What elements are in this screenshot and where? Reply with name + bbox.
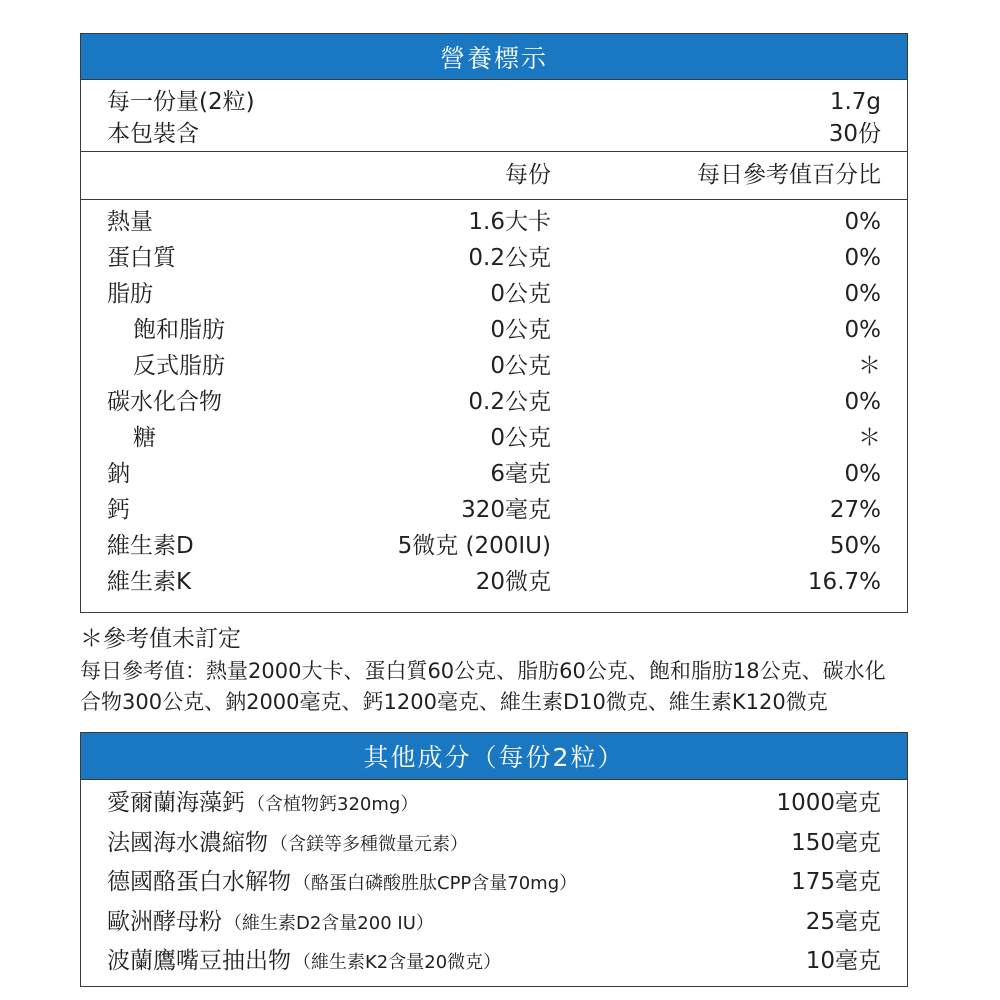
ingredient-name: 法國海水濃縮物	[107, 829, 268, 856]
nutrient-name: 糖	[133, 425, 156, 451]
nutrient-row	[81, 384, 907, 420]
nutrient-per-serving: 0公克	[490, 317, 551, 343]
footnote-asterisk: ＊參考值未訂定	[80, 626, 241, 652]
nutrient-row	[81, 564, 907, 600]
nutrient-per-serving: 20微克	[475, 569, 551, 595]
ingredient-amount: 175毫克	[791, 869, 881, 895]
column-header-row	[81, 151, 907, 199]
nutrient-percent: ＊	[858, 353, 881, 379]
nutrient-percent: 50%	[829, 533, 881, 559]
ingredient-row	[81, 784, 907, 824]
nutrient-percent: 0%	[844, 281, 881, 307]
nutrient-row	[81, 240, 907, 276]
nutrient-row	[81, 528, 907, 564]
nutrient-per-serving: 6毫克	[490, 461, 551, 487]
nutrient-percent: 0%	[844, 461, 881, 487]
ingredients-title: 其他成分（每份2粒）	[81, 733, 907, 779]
nutrient-name: 反式脂肪	[133, 353, 225, 379]
col-per-serving: 每份	[505, 162, 551, 188]
col-daily-percent: 每日參考值百分比	[697, 162, 881, 188]
ingredient-row	[81, 903, 907, 943]
serving-size-value: 1.7g	[829, 89, 881, 115]
ingredient-detail: （維生素K2含量20微克）	[293, 952, 502, 973]
footnote-daily-values-2: 合物300公克、鈉2000毫克、鈣1200毫克、維生素D10微克、維生素K120微克	[80, 690, 828, 714]
ingredients-table	[80, 732, 908, 987]
nutrient-name: 維生素K	[107, 569, 192, 595]
nutrition-title: 營養標示	[81, 34, 907, 79]
nutrient-name: 熱量	[107, 209, 153, 235]
nutrient-per-serving: 0.2公克	[468, 389, 551, 415]
nutrient-per-serving: 0公克	[490, 281, 551, 307]
ingredient-name: 歐洲酵母粉	[107, 908, 222, 935]
nutrient-row	[81, 456, 907, 492]
ingredient-row	[81, 863, 907, 903]
nutrient-row	[81, 204, 907, 240]
nutrient-name: 碳水化合物	[107, 389, 222, 415]
footnotes	[80, 622, 920, 718]
ingredient-detail: （維生素D2含量200 IU）	[224, 912, 434, 934]
nutrient-row	[81, 276, 907, 312]
nutrient-percent: 0%	[844, 389, 881, 415]
ingredient-name: 愛爾蘭海藻鈣	[107, 790, 245, 816]
ingredient-row	[81, 942, 907, 982]
nutrient-per-serving: 1.6大卡	[468, 209, 551, 235]
nutrient-percent: 0%	[844, 317, 881, 343]
ingredient-amount: 10毫克	[805, 948, 881, 974]
nutrient-percent: 16.7%	[807, 569, 881, 595]
nutrient-percent: 0%	[844, 209, 881, 235]
serving-section	[81, 79, 907, 151]
ingredient-name: 波蘭鷹嘴豆抽出物	[107, 948, 291, 974]
nutrient-list	[81, 199, 907, 600]
nutrient-name: 鈉	[107, 461, 130, 487]
serving-size-label: 每一份量(2粒)	[107, 89, 255, 115]
ingredient-row	[81, 824, 907, 864]
nutrient-per-serving: 320毫克	[461, 497, 551, 523]
nutrient-name: 蛋白質	[107, 245, 176, 271]
ingredient-detail: （含植物鈣320mg）	[247, 794, 419, 815]
footnote-daily-values-1: 每日參考值：熱量2000大卡、蛋白質60公克、脂肪60公克、飽和脂肪18公克、碳水化	[80, 659, 886, 683]
ingredient-amount: 150毫克	[791, 829, 881, 856]
nutrient-per-serving: 0公克	[490, 425, 551, 451]
nutrient-per-serving: 5微克 (200IU)	[397, 533, 551, 559]
ingredient-list	[81, 779, 907, 982]
nutrient-name: 脂肪	[107, 281, 153, 307]
nutrient-row	[81, 312, 907, 348]
servings-value: 30份	[828, 121, 881, 147]
ingredient-detail: （含鎂等多種微量元素）	[270, 833, 468, 855]
nutrient-name: 鈣	[107, 497, 130, 523]
nutrient-row	[81, 492, 907, 528]
nutrition-table	[80, 33, 908, 613]
nutrient-percent: 27%	[829, 497, 881, 523]
servings-label: 本包裝含	[107, 121, 199, 147]
nutrient-percent: ＊	[858, 425, 881, 451]
ingredient-amount: 1000毫克	[776, 790, 881, 816]
nutrient-row	[81, 348, 907, 384]
nutrient-per-serving: 0.2公克	[468, 245, 551, 271]
nutrient-row	[81, 420, 907, 456]
nutrient-percent: 0%	[844, 245, 881, 271]
nutrient-name: 維生素D	[107, 533, 194, 559]
ingredient-amount: 25毫克	[805, 908, 881, 935]
ingredient-detail: （酪蛋白磷酸胜肽CPP含量70mg）	[293, 873, 578, 894]
nutrient-name: 飽和脂肪	[133, 317, 225, 343]
ingredient-name: 德國酪蛋白水解物	[107, 869, 291, 895]
nutrient-per-serving: 0公克	[490, 353, 551, 379]
